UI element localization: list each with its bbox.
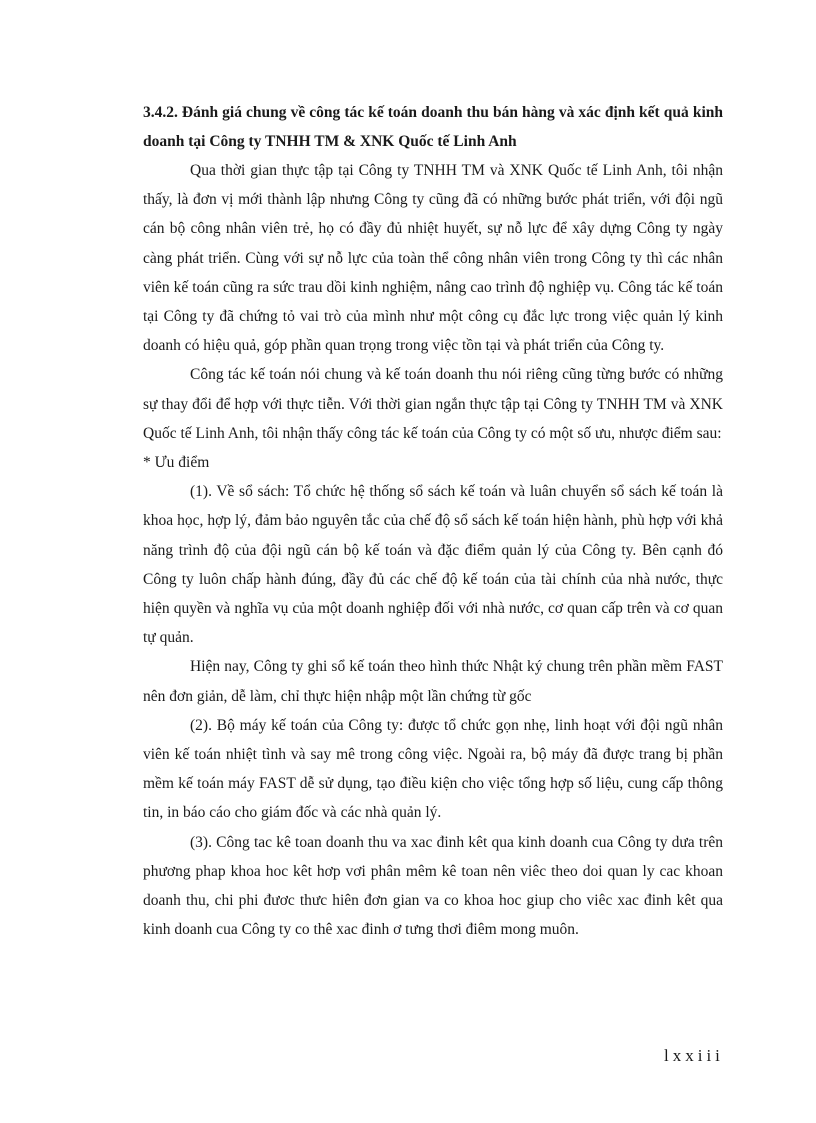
paragraph-advantage-1: (1). Về sổ sách: Tổ chức hệ thống sổ sách kế toán và luân chuyển sổ sách kế toán là khoa học, hợp lý, đảm bảo nguyên tắc của chế độ sổ sách kế toán hiện hành, phù hợp với khả năng trình độ của đội ngũ cán bộ kế toán và đặc điểm quản lý của Công ty. Bên cạnh đó Công ty luôn chấp hành đúng, đầy đủ các chế độ kế toán của tài chính của nhà nước, thực hiện quyền và nghĩa vụ của một doanh nghiệp đối với nhà nước, cơ quan cấp trên và cơ quan tự quản. <box>143 483 723 647</box>
page-number: lxxiii <box>664 1046 724 1065</box>
paragraph-current-method: Hiện nay, Công ty ghi sổ kế toán theo hình thức Nhật ký chung trên phần mềm FAST nên đơn giản, dễ làm, chỉ thực hiện nhập một lần chứng từ gốc <box>143 658 723 705</box>
paragraph-accounting-overview: Công tác kế toán nói chung và kế toán doanh thu nói riêng cũng từng bước có những sự thay đổi để hợp với thực tiễn. Với thời gian ngắn thực tập tại Công ty TNHH TM và XNK Quốc tế Linh Anh, tôi nhận thấy công tác kế toán của Công ty có một số ưu, nhược điểm sau: <box>143 366 723 442</box>
paragraph-advantage-2: (2). Bộ máy kế toán của Công ty: được tổ chức gọn nhẹ, linh hoạt với đội ngũ nhân viên kế toán nhiệt tình và say mê trong công việc. Ngoài ra, bộ máy đã được trang bị phần mềm kế toán máy FAST dễ sử dụng, tạo điều kiện cho việc tổng hợp số liệu, cung cấp thông tin, in báo cáo cho giám đốc và các nhà quản lý. <box>143 716 723 822</box>
section-heading: 3.4.2. Đánh giá chung về công tác kế toán doanh thu bán hàng và xác định kết quả kinh doanh tại Công ty TNHH TM & XNK Quốc tế Linh Anh <box>143 104 723 150</box>
paragraph-intro: Qua thời gian thực tập tại Công ty TNHH TM và XNK Quốc tế Linh Anh, tôi nhận thấy, là đơn vị mới thành lập nhưng Công ty cũng đã có những bước phát triển, với đội ngũ cán bộ công nhân viên trẻ, họ có đầy đủ nhiệt huyết, sự nỗ lực để xây dựng Công ty ngày càng phát triển. Cùng với sự nỗ lực của toàn thể công nhân viên trong Công ty thì các nhân viên kế toán cũng ra sức trau dồi kinh nghiệm, nâng cao trình độ nghiệp vụ. Công tác kế toán tại Công ty đã chứng tỏ vai trò của mình như một công cụ đắc lực trong việc quản lý kinh doanh có hiệu quả, góp phần quan trọng trong việc tồn tại và phát triển của Công ty. <box>143 162 723 355</box>
paragraph-advantage-3: (3). Công tac kê toan doanh thu va xac đinh kêt qua kinh doanh cua Công ty dưa trên phương phap khoa hoc kêt hơp vơi phân mêm kê toan nên viêc theo doi quan ly cac khoan doanh thu, chi phi đươc thưc hiên đơn gian va co khoa hoc giup cho viêc xac đinh kêt qua kinh doanh cua Công ty co thê xac đinh ơ tưng thơi điêm mong muôn. <box>143 833 723 939</box>
document-page <box>143 98 723 944</box>
advantages-label: * Ưu điểm <box>143 454 210 472</box>
